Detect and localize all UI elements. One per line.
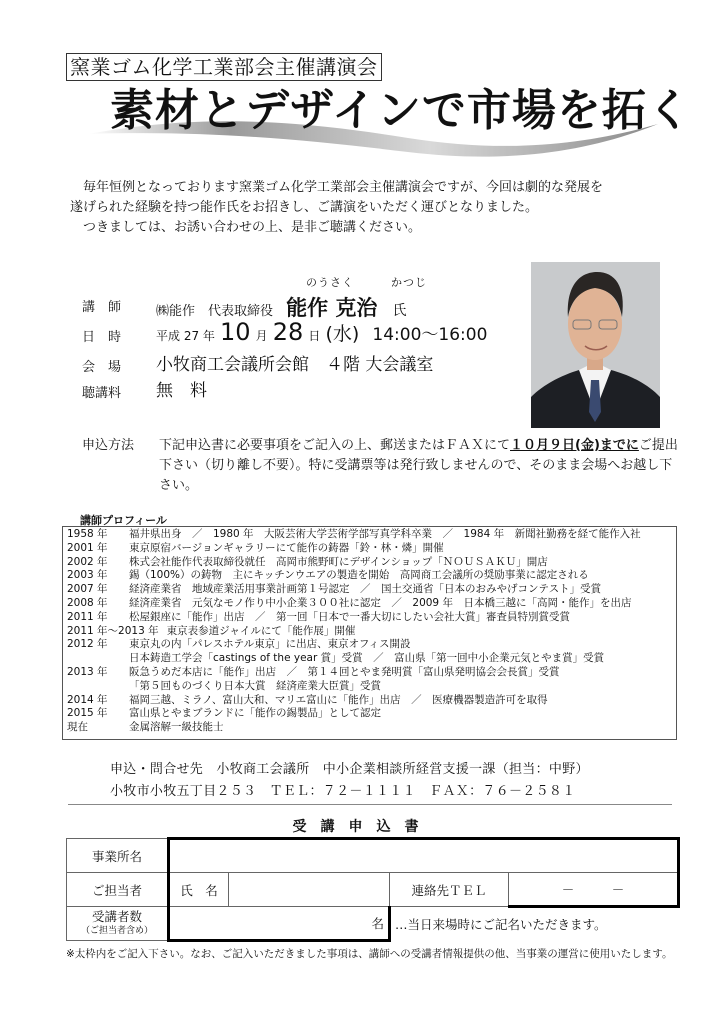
contact-info: [110, 759, 589, 803]
date-day-unit: 日: [308, 329, 321, 343]
speaker-photo: [531, 262, 660, 428]
profile-entry: 2011 年 松屋銀座に「能作」出店 ／ 第一回「日本で一番大切にしたい会社大賞」審査員特別賞受賞: [67, 610, 570, 623]
intro-line-3: つきましては、お誘い合わせの上、是非ご聴講ください。: [83, 220, 422, 235]
organizer-box: 窯業ゴム化学工業部会主催講演会: [66, 53, 382, 81]
intro-text: [70, 178, 680, 238]
contact-line-2: 小牧市小牧五丁目２５３ ＴＥＬ：７２－１１１１ ＦＡＸ：７６－２５８１: [110, 784, 576, 799]
date-month-unit: 月: [255, 329, 268, 343]
profile-entry: 「第５回ものづくり日本大賞 経済産業大臣賞」受賞: [129, 679, 381, 692]
time-range: 14:00～16:00: [372, 325, 488, 345]
date-weekday: (水): [325, 323, 360, 345]
profile-box: [62, 526, 677, 740]
speaker-name: 能作 克治: [286, 296, 378, 320]
profile-entry: 2003 年 錫（100%）の鋳物 主にキッチンウエアの製造を開始 高岡商工会議所の奨励事業に認定される: [67, 569, 589, 582]
form-title: 受講申込書: [292, 819, 433, 835]
fee-label: 聴講料: [82, 386, 122, 401]
attendees-note: …当日来場時にご記名いただきます。: [395, 917, 607, 933]
profile-entry: 2011 年～2013 年 東京表参道ジャイルにて「能作展」開催: [67, 624, 356, 637]
speaker-label: 講 師: [82, 300, 122, 315]
speaker-company: ㈱能作 代表取締役: [156, 304, 274, 319]
venue-label: 会 場: [82, 360, 122, 375]
ruby-family: のうさく: [306, 276, 354, 289]
date-month: 10: [220, 318, 251, 346]
profile-entry: 2014 年 福岡三越、ミラノ、富山大和、マリエ富山に「能作」出店 ／ 医療機器製造許可を取得: [67, 693, 548, 706]
date-era: 平成 27 年: [156, 329, 215, 343]
profile-entry: 2008 年 経済産業省 元気なモノ作り中小企業３００社に認定 ／ 2009 年 日本橋三越に「高岡・能作」を出店: [67, 596, 632, 609]
apply-label: 申込方法: [82, 438, 135, 453]
intro-line-2: 遂げられた経験を持つ能作氏をお招きし、ご講演をいただく運びとなりました。: [70, 200, 539, 215]
profile-entry: 2012 年 東京丸の内「パレスホテル東京」に出店、東京オフィス開設: [67, 638, 411, 651]
speaker-honorific: 氏: [392, 303, 407, 319]
title-banner: [88, 82, 692, 162]
venue: 小牧商工会議所会館 ４階 大会議室: [156, 355, 434, 375]
tel-input[interactable]: － －: [509, 873, 679, 907]
apply-text-before: 下記申込書に必要事項をご記入の上、郵送またはＦＡＸにて: [159, 438, 511, 453]
profile-entry: 2013 年 阪急うめだ本店に「能作」出店 ／ 第１４回とやま発明賞「富山県発明協会会長賞」受賞: [67, 665, 560, 678]
profile-entry: 2015 年 富山県とやまブランドに「能作の錫製品」として認定: [67, 707, 381, 720]
speaker-name-ruby: [306, 274, 427, 290]
company-input[interactable]: [169, 839, 679, 873]
application-form: [66, 837, 680, 942]
contact-person-label: ご担当者: [67, 873, 169, 907]
apply-text: [159, 436, 679, 496]
profile-entry: 2007 年 経済産業省 地域産業活用事業計画第１号認定 ／ 国土交通省「日本のおみやげコンテスト」受賞: [67, 583, 602, 596]
ruby-given: かつじ: [391, 276, 427, 289]
apply-text-after: ご提出下さい（切り離し不要）。特に受講票等は発行致しませんので、そのまま会場へお越し下さい。: [159, 438, 678, 493]
attendees-label: 受講者数 （ご担当者含め）: [67, 907, 169, 941]
profile-entry: 2002 年 株式会社能作代表取締役就任 高岡市熊野町にデザインショップ「ＮＯＵＳＡＫＵ」開店: [67, 555, 548, 568]
footnote: ※太枠内をご記入下さい。なお、ご記入いただきました事項は、講師への受講者情報提供の他、当事業の運営に使用いたします。: [66, 948, 673, 960]
datetime-label: 日 時: [82, 330, 122, 345]
company-label: 事業所名: [67, 839, 169, 873]
attendees-unit: 名: [371, 916, 384, 931]
profile-entry: 現在 金属溶解一級技能士: [67, 721, 224, 734]
speaker-portrait-icon: [531, 262, 660, 428]
intro-line-1: 毎年恒例となっております窯業ゴム化学工業部会主催講演会ですが、今回は劇的な発展を: [83, 180, 604, 195]
datetime-row: [156, 318, 487, 346]
main-title: 素材とデザインで市場を拓く: [110, 85, 692, 136]
profile-entry: 日本鋳造工学会「castings of the year 賞」受賞 ／ 富山県「第一回中小企業元気とやま賞」受賞: [129, 652, 605, 665]
apply-deadline: １０月９日(金)までに: [510, 438, 639, 453]
profile-entry: 1958 年 福井県出身 ／ 1980 年 大阪芸術大学芸術学部写真学科卒業 ／ 1984 年 新聞社勤務を経て能作入社: [67, 528, 641, 540]
profile-title: 講師プロフィール: [80, 514, 167, 527]
name-input[interactable]: [229, 873, 390, 907]
tel-label: 連絡先ＴＥＬ: [390, 873, 509, 907]
cut-line-divider: [68, 804, 672, 805]
name-label: 氏 名: [169, 873, 229, 907]
profile-entry: 2001 年 東京原宿バージョンギャラリーにて能作の鋳器「鈴・林・燐」開催: [67, 541, 444, 554]
contact-line-1: 申込・問合せ先 小牧商工会議所 中小企業相談所経営支援一課（担当：中野）: [110, 762, 589, 777]
attendees-input[interactable]: [169, 907, 390, 941]
date-day: 28: [272, 318, 304, 346]
fee: 無 料: [156, 381, 207, 401]
